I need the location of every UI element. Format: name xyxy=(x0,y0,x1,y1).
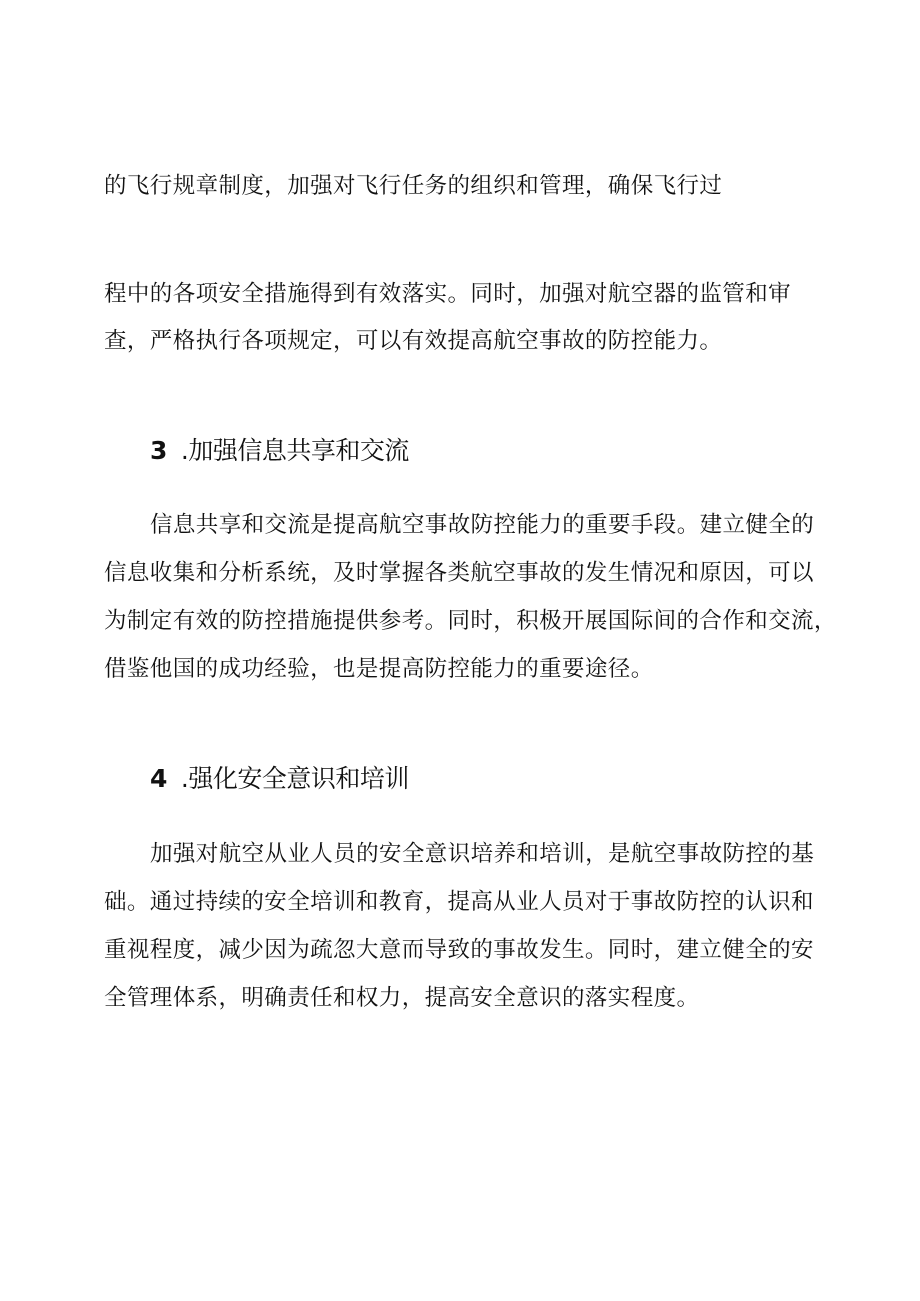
paragraph-line: 重视程度，减少因为疏忽大意而导致的事故发生。同时，建立健全的安 xyxy=(104,937,814,963)
section-heading xyxy=(150,434,409,468)
paragraph-line: 程中的各项安全措施得到有效落实。同时，加强对航空器的监管和审 xyxy=(104,281,792,307)
paragraph-line: 信息共享和交流是提高航空事故防控能力的重要手段。建立健全的 xyxy=(150,512,815,538)
paragraph-line: 信息收集和分析系统，及时掌握各类航空事故的发生情况和原因，可以 xyxy=(104,560,814,586)
paragraph-line: 全管理体系，明确责任和权力，提高安全意识的落实程度。 xyxy=(104,985,700,1011)
paragraph-line: 加强对航空从业人员的安全意识培养和培训，是航空事故防控的基 xyxy=(150,841,815,867)
section-number: 3 xyxy=(150,436,167,465)
section-title: .强化安全意识和培训 xyxy=(180,764,409,793)
paragraph-line: 础。通过持续的安全培训和教育，提高从业人员对于事故防控的认识和 xyxy=(104,889,814,915)
section-heading xyxy=(150,762,409,796)
section-number: 4 xyxy=(150,764,167,793)
section-title: .加强信息共享和交流 xyxy=(180,436,409,465)
paragraph-line: 的飞行规章制度，加强对飞行任务的组织和管理，确保飞行过 xyxy=(104,173,723,199)
paragraph-line: 查，严格执行各项规定，可以有效提高航空事故的防控能力。 xyxy=(104,328,723,354)
paragraph-line: 借鉴他国的成功经验，也是提高防控能力的重要途径。 xyxy=(104,656,654,682)
paragraph-line: 为制定有效的防控措施提供参考。同时，积极开展国际间的合作和交流， xyxy=(104,608,837,634)
